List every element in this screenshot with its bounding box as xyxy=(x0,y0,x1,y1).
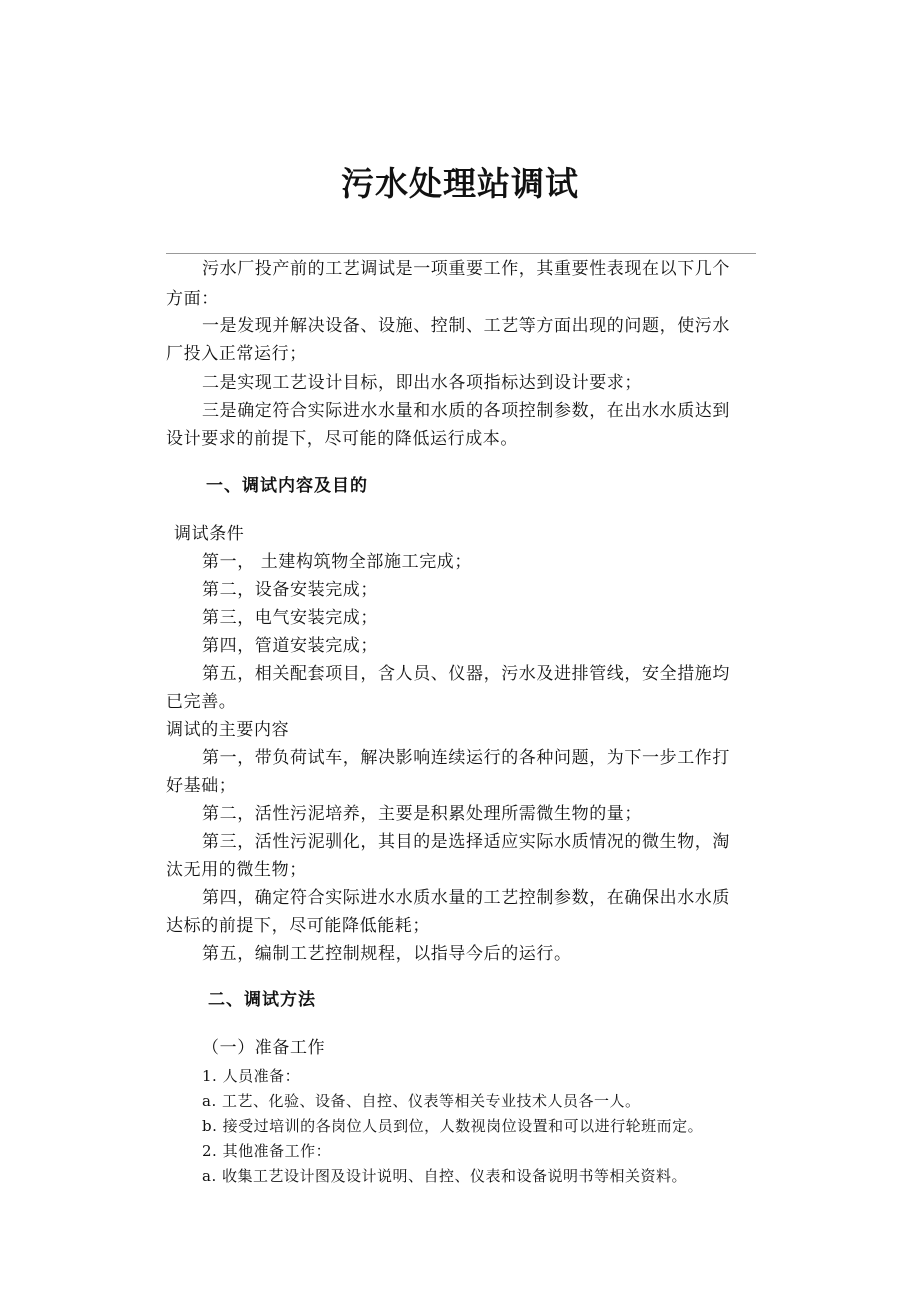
prep-item: a. 收集工艺设计图及设计说明、自控、仪表和设备说明书等相关资料。 xyxy=(202,1167,687,1185)
prep-item: a. 工艺、化验、设备、自控、仪表等相关专业技术人员各一人。 xyxy=(202,1092,641,1110)
condition-item: 已完善。 xyxy=(166,692,237,712)
condition-item: 第三，电气安装完成； xyxy=(202,608,378,628)
condition-item: 第二，设备安装完成； xyxy=(202,580,378,600)
conditions-label: 调试条件 xyxy=(174,524,245,544)
title-divider xyxy=(166,253,756,254)
content-item: 好基础； xyxy=(166,776,237,796)
condition-item: 第一， 土建构筑物全部施工完成； xyxy=(202,552,473,572)
document-title: 污水处理站调试 xyxy=(341,164,579,203)
condition-item: 第五，相关配套项目，含人员、仪器，污水及进排管线，安全措施均 xyxy=(202,664,730,684)
section-heading: 一、调试内容及目的 xyxy=(206,476,368,496)
prep-item: b. 接受过培训的各岗位人员到位，人数视岗位设置和可以进行轮班而定。 xyxy=(202,1117,704,1135)
content-label: 调试的主要内容 xyxy=(166,720,290,740)
content-item: 第四，确定符合实际进水水质水量的工艺控制参数，在确保出水水质 xyxy=(202,888,730,908)
content-item: 达标的前提下，尽可能降低能耗； xyxy=(166,916,430,936)
subsection-heading: （一）准备工作 xyxy=(202,1038,326,1058)
intro-line: 一是发现并解决设备、设施、控制、工艺等方面出现的问题，使污水 xyxy=(202,316,730,336)
content-item: 第一，带负荷试车，解决影响连续运行的各种问题，为下一步工作打 xyxy=(202,748,730,768)
prep-item: 2. 其他准备工作： xyxy=(202,1142,332,1160)
section-heading: 二、调试方法 xyxy=(208,990,316,1010)
intro-line: 污水厂投产前的工艺调试是一项重要工作，其重要性表现在以下几个 xyxy=(202,259,730,279)
intro-line: 设计要求的前提下，尽可能的降低运行成本。 xyxy=(166,429,518,449)
condition-item: 第四，管道安装完成； xyxy=(202,636,378,656)
prep-item: 1. 人员准备： xyxy=(202,1067,301,1085)
content-item: 第五，编制工艺控制规程，以指导今后的运行。 xyxy=(202,944,572,964)
intro-line: 二是实现工艺设计目标，即出水各项指标达到设计要求； xyxy=(202,373,642,393)
intro-line: 三是确定符合实际进水水量和水质的各项控制参数，在出水水质达到 xyxy=(202,401,730,421)
intro-line: 方面： xyxy=(166,289,219,309)
intro-line: 厂投入正常运行； xyxy=(166,344,307,364)
content-item: 第二，活性污泥培养，主要是积累处理所需微生物的量； xyxy=(202,804,642,824)
content-item: 汰无用的微生物； xyxy=(166,860,307,880)
content-item: 第三，活性污泥驯化，其目的是选择适应实际水质情况的微生物，淘 xyxy=(202,832,730,852)
